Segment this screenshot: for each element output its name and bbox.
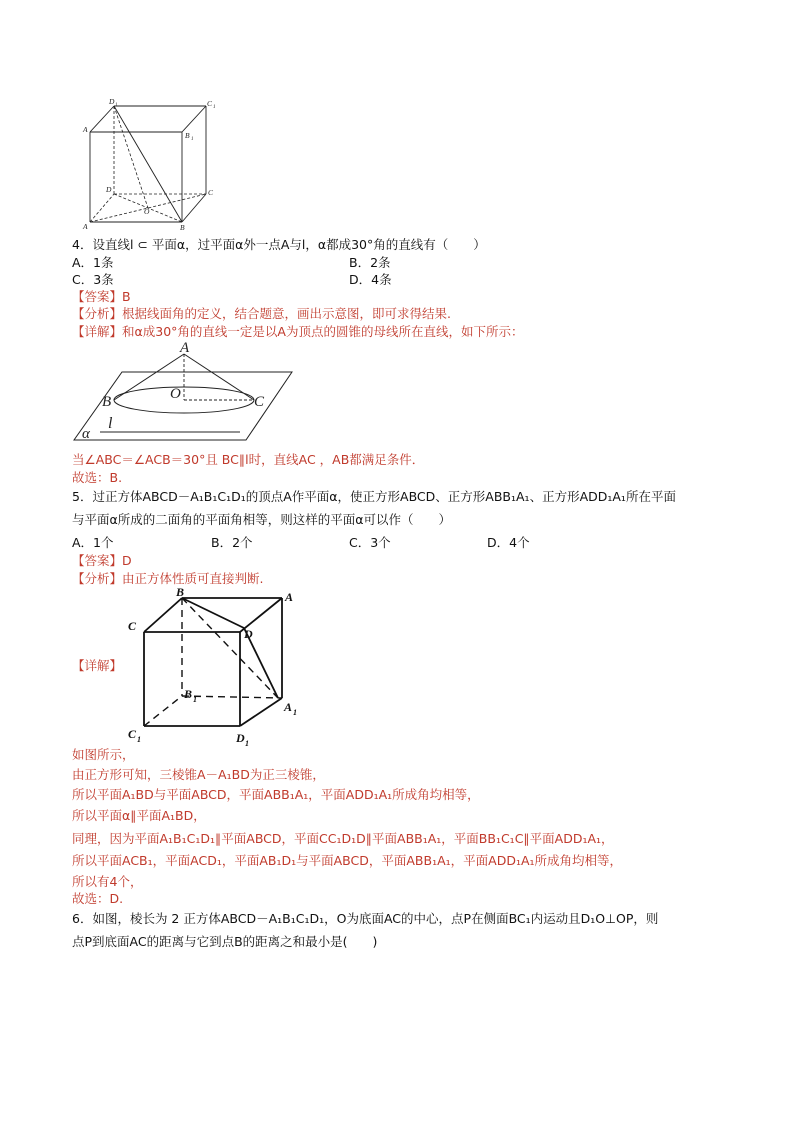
q4-answer-row [72, 288, 131, 305]
cube2-label-C1: C [128, 727, 137, 741]
detail-text: 和α成30°角的直线一定是以A为顶点的圆锥的母线所在直线，如下所示： [122, 324, 524, 339]
q6-line-1: 6．如图，棱长为 2 正方体ABCD－A₁B₁C₁D₁，O为底面AC的中心，点P在侧面BC₁内运动且D₁O⊥OP，则 [72, 911, 659, 926]
analysis-text: 根据线面角的定义，结合题意，画出示意图，即可求得结果. [122, 306, 451, 321]
sub: 1 [193, 695, 197, 704]
cube2-label-D1: D [236, 731, 245, 745]
q5-option-c: C．3个 [349, 535, 391, 550]
q5-stem-line2: 与平面α所成的二面角的平面角相等，则这样的平面α可以作（ ） [72, 512, 451, 527]
q4-option-a: A．1条 [72, 255, 114, 270]
answer-tag: 【答案】 [72, 553, 123, 568]
cube2-label-D: D [244, 627, 253, 641]
q5-detail-line-7: 所以有4个， [72, 874, 143, 889]
q5-option-a: A．1个 [72, 535, 114, 550]
cube2-label-C: C [128, 619, 137, 633]
cone-label-C: C [254, 394, 265, 410]
cube-figure-1 [78, 96, 228, 232]
q5-analysis-row [72, 570, 264, 587]
analysis-tag: 【分析】 [72, 571, 123, 586]
label-C1: C [207, 99, 213, 108]
q5-detail-line-2: 由正方形可知，三棱锥A－A₁BD为正三棱锥， [72, 767, 325, 782]
q4-option-b: B．2条 [349, 255, 391, 270]
label-D1: D [109, 97, 115, 106]
sub: 1 [293, 708, 297, 717]
cube2-label-B1: B [184, 687, 193, 701]
detail-tag: 【详解】 [72, 324, 123, 339]
q6-line-2: 点P到底面AC的距离与它到点B的距离之和最小是( ) [72, 934, 378, 949]
line-label-l: l [108, 415, 113, 432]
q5-detail-line-3: 所以平面A₁BD与平面ABCD，平面ABB₁A₁，平面ADD₁A₁所成角均相等， [72, 787, 480, 802]
q5-detail-tag: 【详解】 [72, 658, 123, 673]
q5-option-d: D．4个 [487, 535, 530, 550]
q4-condition: 当∠ABC＝∠ACB＝30°且 BC∥l时，直线AC ，AB都满足条件． [72, 452, 425, 467]
q4-stem: 4．设直线l ⊂ 平面α，过平面α外一点A与l，α都成30°角的直线有（ ） [72, 237, 486, 252]
q5-detail-line-4: 所以平面α∥平面A₁BD， [72, 808, 206, 823]
label-O: O [144, 207, 150, 216]
q4-choice: 故选：B. [72, 470, 123, 485]
cube-figure-2 [118, 586, 318, 748]
label-B: B [180, 223, 185, 232]
answer-value: B [122, 289, 131, 304]
cone-label-O: O [170, 386, 181, 402]
cube2-label-A1: A [284, 700, 293, 714]
answer-value: D [122, 553, 132, 568]
cube2-label-A: A [285, 590, 294, 604]
q5-detail-line-5: 同理，因为平面A₁B₁C₁D₁∥平面ABCD，平面CC₁D₁D∥平面ABB₁A₁，平面BB₁C₁C∥平面ADD₁A₁， [72, 831, 614, 846]
q4-option-d: D．4条 [349, 272, 392, 287]
cone-label-B: B [102, 394, 112, 410]
sub: 1 [245, 739, 249, 748]
q5-option-b: B．2个 [211, 535, 253, 550]
sub: 1 [115, 103, 118, 108]
q4-option-c: C．3条 [72, 272, 114, 287]
cone-plane-figure [70, 342, 300, 446]
label-C: C [208, 188, 214, 197]
q5-detail-line-1: 如图所示， [72, 747, 135, 762]
q5-answer-row [72, 552, 132, 569]
q4-detail-row [72, 323, 523, 340]
cube2-label-B: B [176, 586, 185, 599]
q4-analysis-row [72, 305, 451, 322]
plane-label-alpha: α [82, 426, 90, 442]
q5-detail-line-6: 所以平面ACB₁，平面ACD₁，平面AB₁D₁与平面ABCD，平面ABB₁A₁，平面ADD₁A₁所成角均相等， [72, 853, 623, 868]
sub: 1 [213, 105, 216, 110]
analysis-tag: 【分析】 [72, 306, 123, 321]
label-B1: B [185, 131, 190, 140]
answer-tag: 【答案】 [72, 289, 123, 304]
analysis-text: 由正方体性质可直接判断. [122, 571, 264, 586]
q5-stem-line1: 5．过正方体ABCD－A₁B₁C₁D₁的顶点A作平面α，使正方形ABCD、正方形ABB₁A₁、正方形ADD₁A₁所在平面 [72, 489, 676, 504]
q5-choice: 故选：D. [72, 891, 124, 906]
label-D: D [106, 185, 112, 194]
label-A-bottom: A [83, 222, 88, 231]
cone-label-A: A [180, 342, 190, 356]
sub: 1 [191, 137, 194, 142]
label-A: A [83, 125, 88, 134]
sub: 1 [137, 735, 141, 744]
